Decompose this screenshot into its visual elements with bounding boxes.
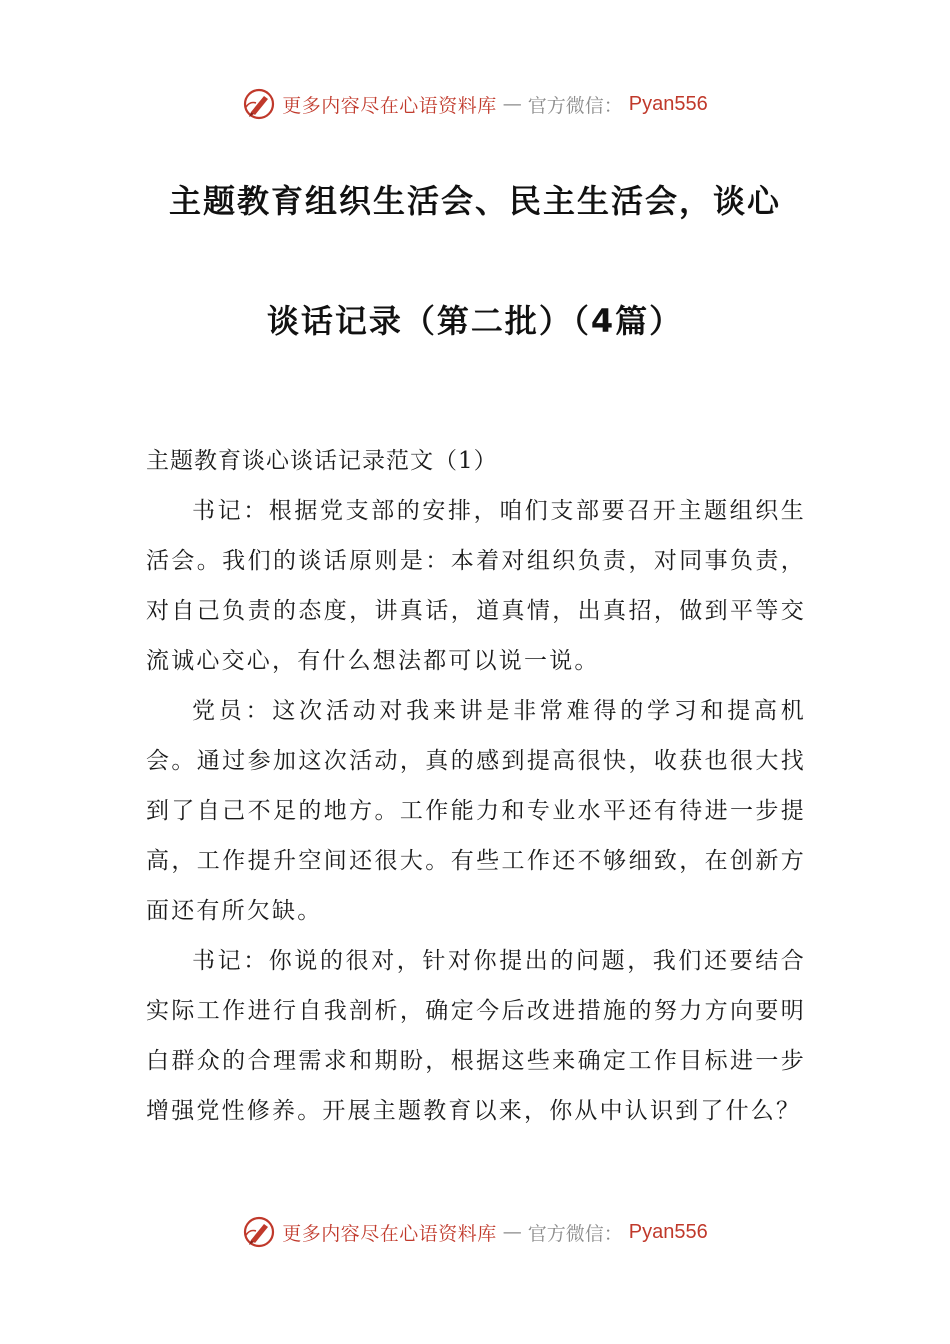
- document-title-line-1: 主题教育组织生活会、民主生活会，谈心: [168, 182, 781, 220]
- brand-text: 更多内容尽在心语资料库: [282, 94, 497, 117]
- document-body: [146, 436, 806, 1136]
- document-title-line-2: 谈话记录（第二批）（4篇）: [266, 302, 684, 340]
- section-title: 主题教育谈心谈话记录范文（1）: [146, 448, 498, 474]
- paragraph-1: 书记：根据党支部的安排，咱们支部要召开主题组织生活会。我们的谈话原则是：本着对组织负责，对同事负责，对自己负责的态度，讲真话，道真情，出真招，做到平等交流诚心交心，有什么想法都可以说一说。: [146, 498, 806, 674]
- brand-text: 更多内容尽在心语资料库: [282, 1222, 497, 1245]
- paragraph-3: 书记：你说的很对，针对你提出的问题，我们还要结合实际工作进行自我剖析，确定今后改进措施的努力方向要明白群众的合理需求和期盼，根据这些来确定工作目标进一步增强党性修养。开展主题教育以来，你从中认识到了什么？: [146, 948, 806, 1124]
- paragraph-2: 党员：这次活动对我来讲是非常难得的学习和提高机会。通过参加这次活动，真的感到提高很快，收获也很大找到了自己不足的地方。工作能力和专业水平还有待进一步提高，工作提升空间还很大。有些工作还不够细致，在创新方面还有所欠缺。: [146, 698, 806, 924]
- pen-circle-icon: [242, 87, 276, 121]
- footer-watermark: [0, 1212, 950, 1252]
- wechat-id: Pyan556: [628, 1220, 708, 1243]
- header-watermark: [0, 84, 950, 124]
- wechat-id: Pyan556: [628, 92, 708, 115]
- brand-dash: —: [502, 1221, 522, 1243]
- official-label: 官方微信：: [527, 1222, 623, 1245]
- pen-circle-icon: [242, 1215, 276, 1249]
- brand-dash: —: [502, 93, 522, 115]
- official-label: 官方微信：: [527, 94, 623, 117]
